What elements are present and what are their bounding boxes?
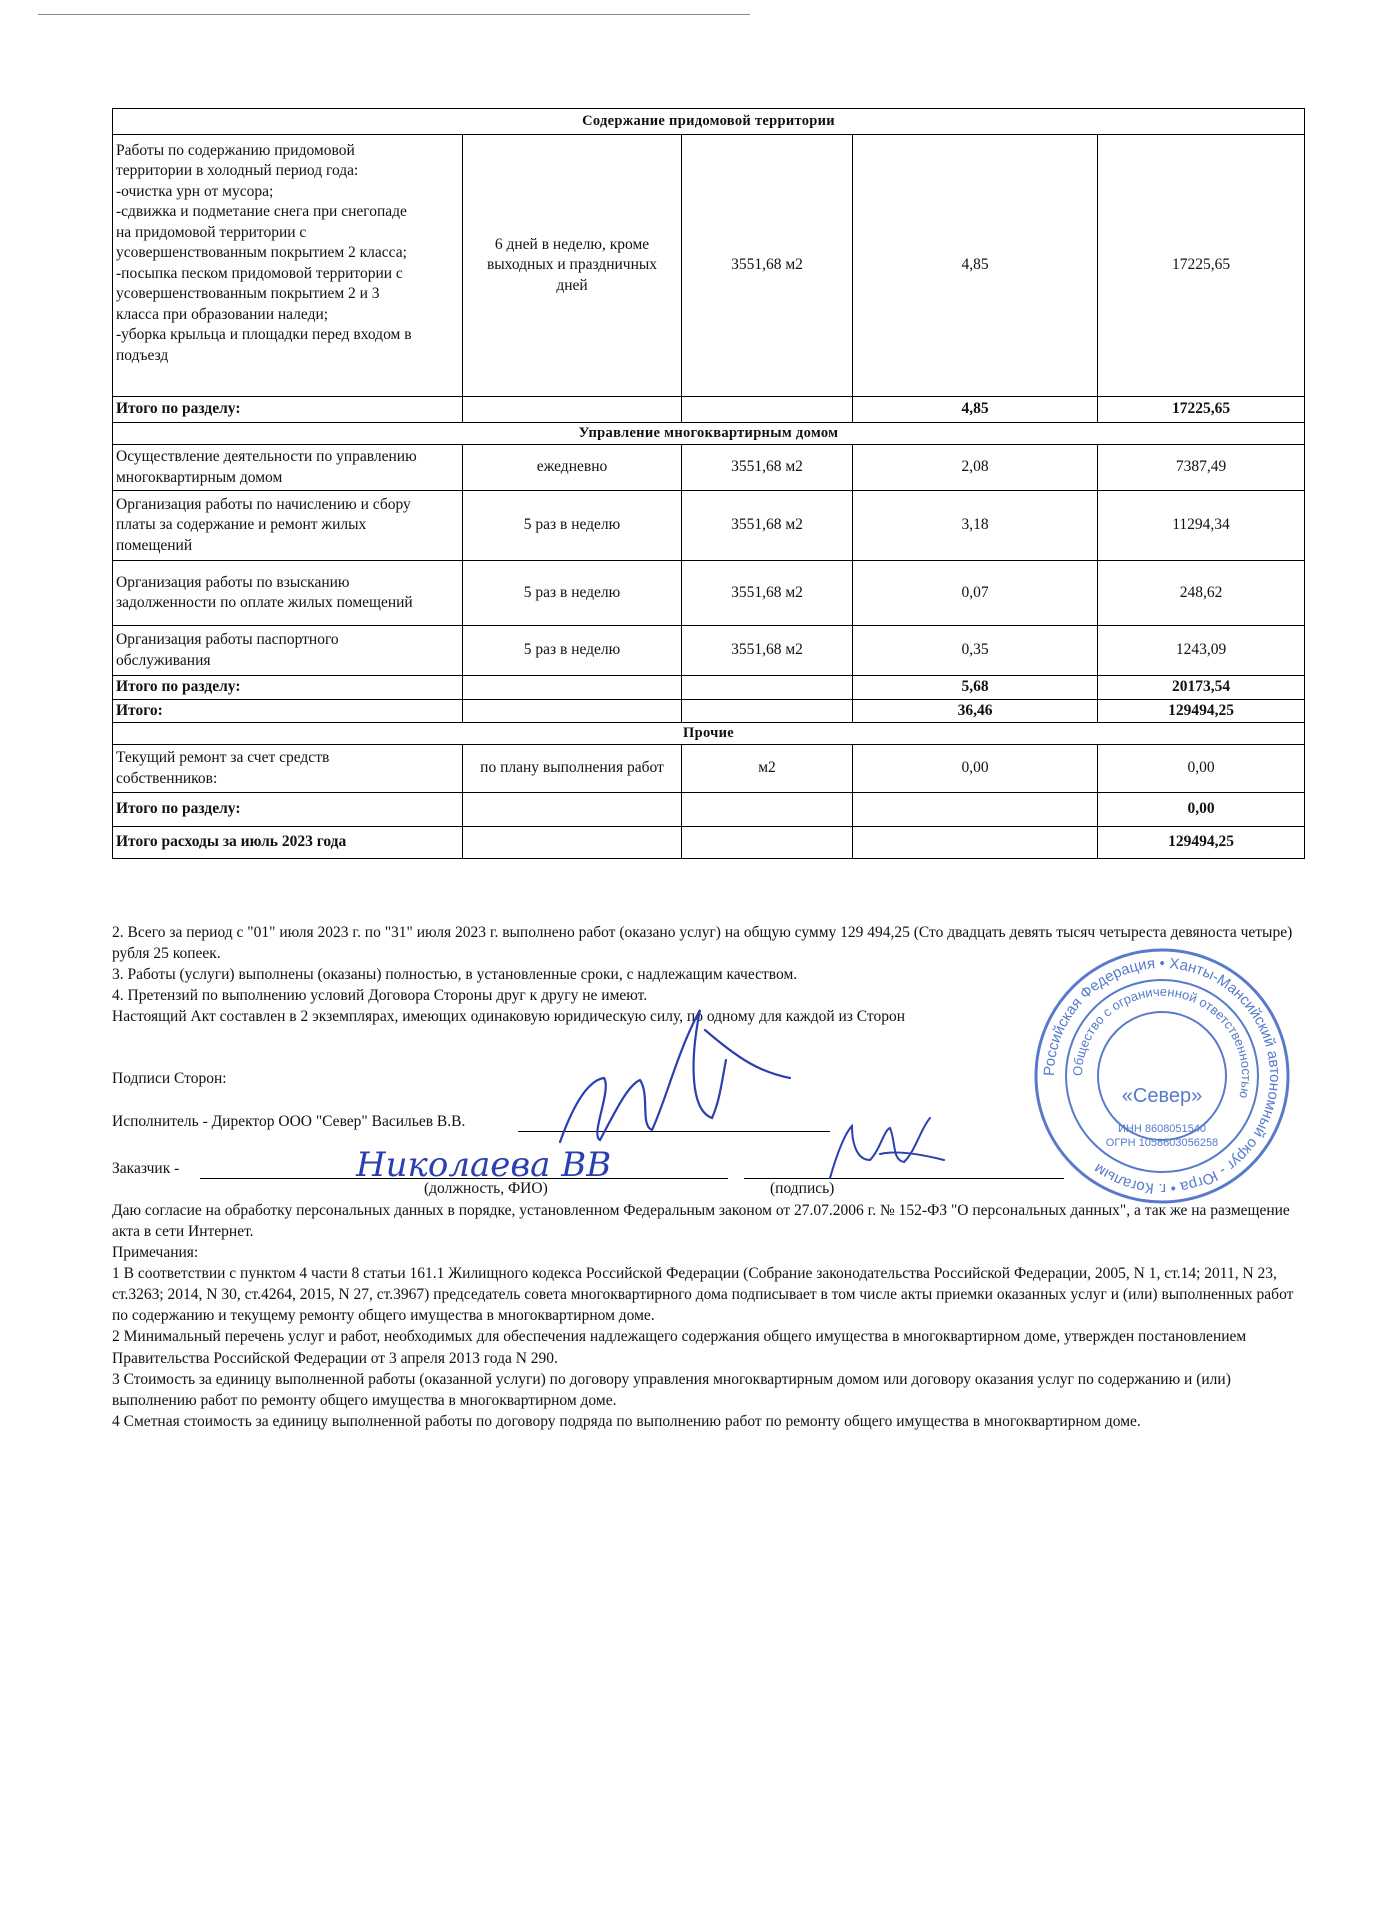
note-item: 2 Минимальный перечень услуг и работ, необходимых для обеспечения надлежащего содержания общего имущества в многоквартирном доме, утвержден постановлением Правительства Российской Федерации от 3 апреля 2013 года N 290. [112,1328,1247,1367]
work-area: 3551,68 м2 [682,135,853,397]
work-sum: 0,00 [1098,745,1305,793]
caption-signature: (подпись) [770,1180,835,1197]
work-area: 3551,68 м2 [682,491,853,561]
work-description: Осуществление деятельности по управлению многоквартирным домом [113,445,463,491]
total-rate: 36,46 [853,699,1098,722]
work-frequency: 6 дней в неделю, кроме выходных и праздничных дней [463,135,682,397]
subtotal-sum: 17225,65 [1098,397,1305,423]
notes-heading: Примечания: [112,1244,199,1262]
work-rate: 4,85 [853,135,1098,397]
total-label: Итого: [113,699,463,722]
paragraph-copies: Настоящий Акт составлен в 2 экземплярах, имеющих одинаковую юридическую силу, по одному для каждой из Сторон [112,1008,906,1026]
caption-position: (должность, ФИО) [424,1180,548,1197]
customer-signature-icon [830,1118,944,1178]
work-rate: 2,08 [853,445,1098,491]
subtotal-label: Итого по разделу: [113,397,463,423]
work-frequency: по плану выполнения работ [463,745,682,793]
consent-text: Даю согласие на обработку персональных данных в порядке, установленном Федеральным законом от 27.07.2006 г. № 152-ФЗ "О персональных данных", а так же на размещение акта в сети Интернет. [112,1202,1290,1241]
section-title: Прочие [113,723,1305,745]
work-frequency: 5 раз в неделю [463,491,682,561]
company-stamp [1036,950,1288,1202]
section-title: Содержание придомовой территории [113,109,1305,135]
section-title: Управление многоквартирным домом [113,423,1305,445]
work-frequency: ежедневно [463,445,682,491]
stamp-ogrn: ОГРН 1058603056258 [1105,1137,1219,1149]
work-sum: 1243,09 [1098,626,1305,676]
paragraph-total-sum: 2. Всего за период с "01" июля 2023 г. по "31" июля 2023 г. выполнено работ (оказано услуг) на общую сумму 129 494,25 (Сто двадцать девять тысяч четыреста девяноста четыре) рубля 25 копеек. [112,924,1293,963]
work-rate: 0,00 [853,745,1098,793]
note-item: 4 Сметная стоимость за единицу выполненной работы по договору подряда по выполнению работ по ремонту общего имущества в многоквартирном доме. [112,1412,1141,1430]
work-sum: 17225,65 [1098,135,1305,397]
stamp-inn: ИНН 8608051540 [1117,1123,1207,1135]
subtotal-sum: 0,00 [1098,793,1305,827]
work-rate: 3,18 [853,491,1098,561]
note-item: 3 Стоимость за единицу выполненной работы (оказанной услуги) по договору управления многоквартирным домом или договору оказания услуг по содержанию и (или) выполнению работ по ремонту общего имущества в многоквартирном доме. [112,1370,1231,1409]
work-unit: м2 [682,745,853,793]
total-sum: 129494,25 [1098,699,1305,722]
customer-handwritten-name: Николаева ВВ [356,1145,612,1185]
subtotal-sum: 20173,54 [1098,676,1305,699]
work-area: 3551,68 м2 [682,561,853,626]
work-sum: 7387,49 [1098,445,1305,491]
paragraph-quality: 3. Работы (услуги) выполнены (оказаны) полностью, в установленные сроки, с надлежащим качеством. [112,966,798,984]
subtotal-rate: 5,68 [853,676,1098,699]
executor-label: Исполнитель - Директор ООО "Север" Васильев В.В. [112,1113,466,1130]
executor-signature-icon [560,1010,790,1142]
work-sum: 248,62 [1098,561,1305,626]
stamp-center-text: «Север» [1121,1085,1203,1107]
work-description: Работы по содержанию придомовой территории в холодный период года: -очистка урн от мусора; -сдвижка и подметание снега при снегопаде на придомовой территории с усовершенствованным покрытием 2 класса; -посыпка песком придомовой территории с усовершенствованным покрытием 2 и 3 класса при образовании наледи; -уборка крыльца и площадки перед входом в подъезд [113,135,463,397]
work-description: Организация работы по взысканию задолженности по оплате жилых помещений [113,561,463,626]
subtotal-rate: 4,85 [853,397,1098,423]
work-area: 3551,68 м2 [682,626,853,676]
work-frequency: 5 раз в неделю [463,626,682,676]
subtotal-label: Итого по разделу: [113,676,463,699]
work-area: 3551,68 м2 [682,445,853,491]
grand-total-sum: 129494,25 [1098,827,1305,859]
paragraph-claims: 4. Претензий по выполнению условий Договора Стороны друг к другу не имеют. [112,987,648,1005]
work-rate: 0,35 [853,626,1098,676]
signatures-heading: Подписи Сторон: [112,1070,227,1087]
work-sum: 11294,34 [1098,491,1305,561]
customer-label: Заказчик - [112,1160,180,1177]
stamp-inner-ring [1098,1012,1226,1140]
note-item: 1 В соответствии с пунктом 4 части 8 статьи 161.1 Жилищного кодекса Российской Федерации (Собрание законодательства Российской Федерации, 2005, N 1, ст.14; 2011, N 23, ст.3263; 2014, N 30, ст.4264, 2015, N 27, ст.3967) председатель совета многоквартирного дома подписывает в том числе акты приемки оказанных услуг и (или) выполненных работ по содержанию и текущему ремонту общего имущества в многоквартирном доме. [112,1265,1294,1325]
work-description: Текущий ремонт за счет средств собственников: [113,745,463,793]
work-rate: 0,07 [853,561,1098,626]
subtotal-label: Итого по разделу: [113,793,463,827]
work-description: Организация работы по начислению и сбору платы за содержание и ремонт жилых помещений [113,491,463,561]
work-description: Организация работы паспортного обслуживания [113,626,463,676]
work-frequency: 5 раз в неделю [463,561,682,626]
stamp-outer-text: Российская Федерация • Ханты-Мансийский автономный округ - Югра • г. Когалым [1040,954,1284,1198]
stamp-inner-text: Общество с ограниченной ответственностью [1069,983,1255,1100]
grand-total-label: Итого расходы за июль 2023 года [113,827,463,859]
